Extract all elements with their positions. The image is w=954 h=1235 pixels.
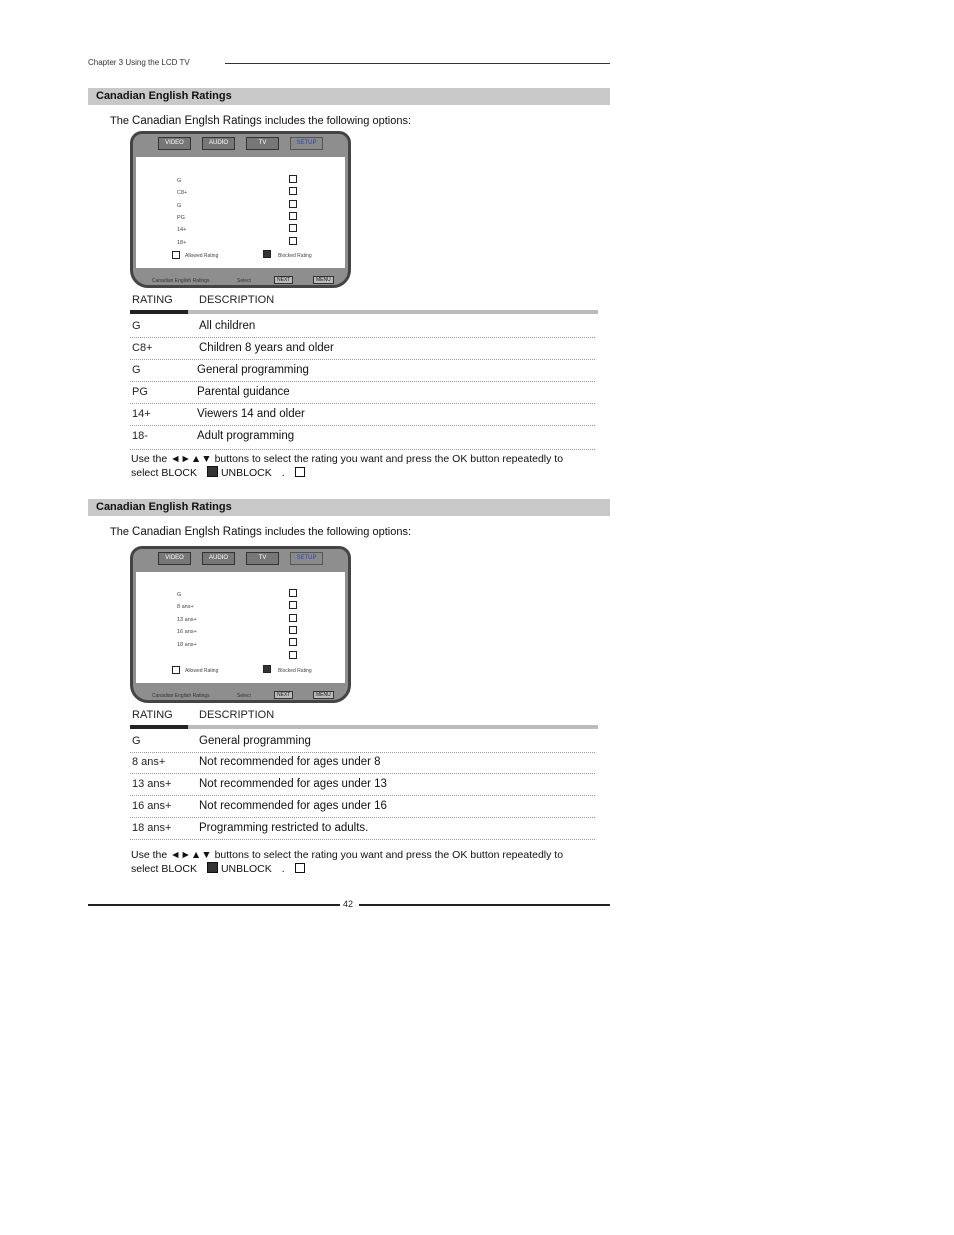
table-rule-2 — [130, 725, 598, 729]
rating-cell: 13 ans+ — [132, 778, 172, 790]
description-cell: Programming restricted to adults. — [199, 822, 369, 834]
footer-rule-right — [359, 904, 610, 906]
rating-cell: C8+ — [132, 342, 153, 354]
note-select: select BLOCK — [131, 863, 197, 875]
description-cell: General programming — [197, 364, 309, 376]
checkbox-icon — [289, 224, 297, 232]
col-rating: RATING — [132, 709, 173, 721]
rating-cell: 8 ans+ — [132, 756, 166, 768]
note-dot: . — [281, 467, 285, 479]
checkbox-icon — [289, 614, 297, 622]
checkbox-icon — [289, 175, 297, 183]
checkbox-icon — [289, 651, 297, 659]
table-row — [130, 730, 595, 753]
blocked-label: Blocked Rating — [278, 253, 312, 259]
table-row — [130, 315, 595, 338]
table-row — [130, 381, 595, 404]
page-number: 42 — [343, 899, 354, 909]
rating-cell: G — [132, 364, 141, 376]
intro-text-1 — [110, 115, 411, 127]
rating-cell: G — [132, 735, 141, 747]
intro-a: The — [110, 526, 133, 538]
col-description: DESCRIPTION — [199, 294, 275, 306]
description-cell: Not recommended for ages under 16 — [199, 800, 387, 812]
table-rule-1 — [130, 310, 598, 314]
checkbox-icon — [295, 467, 305, 477]
next-key-icon: NEXT — [274, 276, 293, 284]
checkbox-icon — [289, 626, 297, 634]
tab-audio: AUDIO — [202, 552, 235, 565]
description-cell: Viewers 14 and older — [197, 408, 305, 420]
tab-tv: TV — [246, 552, 279, 565]
description-cell: General programming — [199, 735, 311, 747]
next-key-icon: NEXT — [274, 691, 293, 699]
lock-icon — [207, 862, 218, 873]
description-cell: Not recommended for ages under 13 — [199, 778, 387, 790]
menu-row: C8+ — [177, 190, 188, 196]
menu-row: 18 ans+ — [177, 642, 197, 648]
table-row — [130, 425, 595, 450]
rating-cell: 18 ans+ — [132, 822, 172, 834]
menu-footer-select: Select — [237, 278, 251, 284]
checkbox-icon — [289, 589, 297, 597]
note-line: Use the ◄►▲▼ buttons to select the rating you want and press the OK button repeatedly to — [131, 453, 564, 465]
note-line: Use the ◄►▲▼ buttons to select the rating you want and press the OK button repeatedly to — [131, 849, 564, 861]
menu-row: PG — [177, 215, 185, 221]
rating-cell: PG — [132, 386, 148, 398]
description-cell: Children 8 years and older — [199, 342, 334, 354]
header-rule — [225, 63, 610, 64]
intro-c: includes the following options: — [261, 115, 412, 127]
col-rating: RATING — [132, 294, 173, 306]
instruction-note-2 — [131, 849, 601, 876]
menu-row: 8 ans+ — [177, 604, 194, 610]
checkbox-icon — [289, 237, 297, 245]
intro-a: The — [110, 115, 133, 127]
section-bar-1 — [88, 88, 610, 105]
menu-row: 16 ans+ — [177, 629, 197, 635]
menu-row: G — [177, 203, 182, 209]
description-cell: Parental guidance — [197, 386, 290, 398]
rating-cell: 18- — [132, 430, 148, 442]
menu-row: G — [177, 592, 182, 598]
allowed-label: Allowed Rating — [185, 668, 219, 674]
table-row — [130, 817, 595, 840]
table-row — [130, 773, 595, 796]
menu-key-icon: MENU — [313, 691, 334, 699]
footer-rule-left — [88, 904, 340, 906]
note-dot: . — [281, 863, 285, 875]
checkbox-icon — [295, 863, 305, 873]
allowed-label: Allowed Rating — [185, 253, 219, 259]
lock-icon — [263, 665, 271, 673]
rating-cell: 14+ — [132, 408, 151, 420]
blocked-label: Blocked Rating — [278, 668, 312, 674]
lock-icon — [263, 250, 271, 258]
table-row — [130, 337, 595, 360]
table-row — [130, 359, 595, 382]
description-cell: Not recommended for ages under 8 — [199, 756, 381, 768]
menu-key-icon: MENU — [313, 276, 334, 284]
tv-menu-screenshot-2 — [130, 546, 351, 703]
table-row — [130, 403, 595, 426]
menu-footer-select: Select — [237, 693, 251, 699]
menu-footer-title: Canadian English Ratings — [152, 278, 210, 284]
checkbox-icon — [289, 187, 297, 195]
lock-icon — [207, 466, 218, 477]
allowed-checkbox-icon — [172, 666, 180, 674]
tab-video: VIDEO — [158, 137, 191, 150]
table-row — [130, 795, 595, 818]
menu-row: 14+ — [177, 227, 187, 233]
checkbox-icon — [289, 200, 297, 208]
section-title-1: Canadian English Ratings — [96, 90, 232, 102]
intro-b: Canadian Englsh Ratings — [132, 115, 262, 127]
checkbox-icon — [289, 638, 297, 646]
menu-row: G — [177, 178, 182, 184]
menu-row: 13 ans+ — [177, 617, 197, 623]
checkbox-icon — [289, 601, 297, 609]
note-select: select BLOCK — [131, 467, 197, 479]
rating-cell: G — [132, 320, 141, 332]
table-header-1 — [132, 294, 275, 306]
instruction-note-1 — [131, 453, 601, 480]
table-header-2 — [132, 709, 275, 721]
section-title-2: Canadian English Ratings — [96, 501, 232, 513]
tv-screen — [136, 572, 345, 683]
rating-cell: 16 ans+ — [132, 800, 172, 812]
intro-text-2 — [110, 526, 411, 538]
menu-footer-title: Canadian English Ratings — [152, 693, 210, 699]
note-unblock: UNBLOCK — [220, 863, 272, 875]
tab-setup: SETUP — [290, 552, 323, 565]
tab-setup: SETUP — [290, 137, 323, 150]
description-cell: All children — [199, 320, 256, 332]
intro-c: includes the following options: — [261, 526, 412, 538]
menu-row: 18+ — [177, 240, 187, 246]
section-bar-2 — [88, 499, 610, 516]
note-unblock: UNBLOCK — [220, 467, 272, 479]
tv-screen — [136, 157, 345, 268]
col-description: DESCRIPTION — [199, 709, 275, 721]
tab-audio: AUDIO — [202, 137, 235, 150]
tab-tv: TV — [246, 137, 279, 150]
chapter-heading: Chapter 3 Using the LCD TV — [88, 58, 190, 67]
checkbox-icon — [289, 212, 297, 220]
intro-b: Canadian Englsh Ratings — [132, 526, 262, 538]
allowed-checkbox-icon — [172, 251, 180, 259]
description-cell: Adult programming — [197, 430, 295, 442]
tab-video: VIDEO — [158, 552, 191, 565]
tv-menu-screenshot-1 — [130, 131, 351, 288]
table-row — [130, 751, 595, 774]
